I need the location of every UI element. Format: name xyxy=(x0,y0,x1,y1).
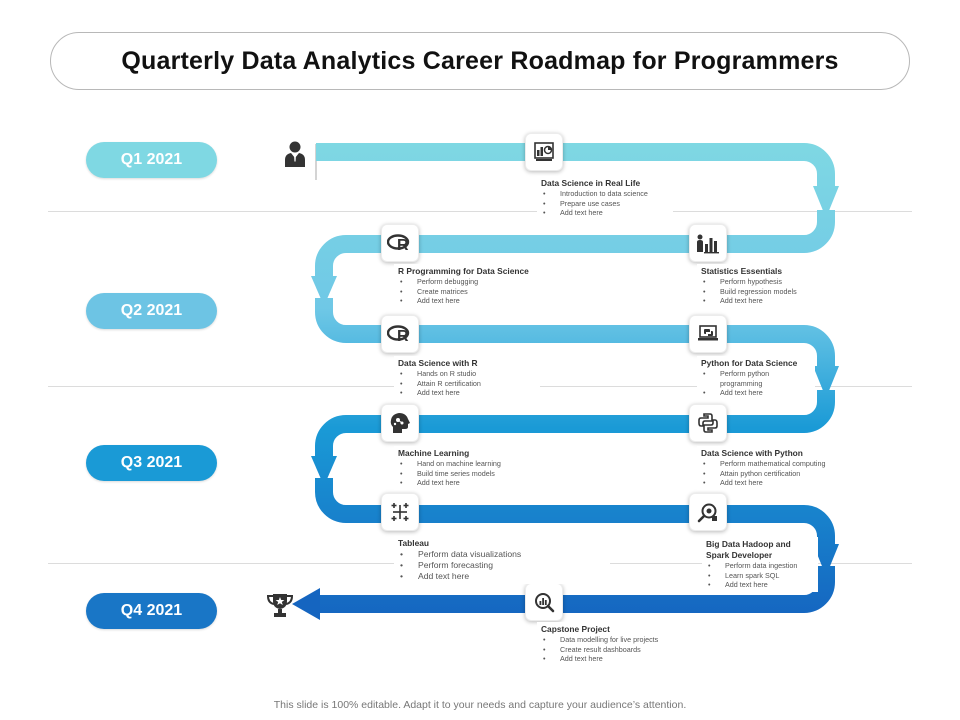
step-tableau: Tableau • Perform data visualizations • Perform forecasting • Add text here xyxy=(394,536,610,584)
footer-note: This slide is 100% editable. Adapt it to your needs and capture your audience’s attention. xyxy=(273,699,687,711)
step-data-science-with-r: Data Science with R • Hands on R studio • Attain R certification • Add text here xyxy=(394,356,540,400)
quarter-q3: Q3 2021 xyxy=(86,445,217,481)
step-r-programming: R Programming for Data Science • Perform debugging • Create matrices • Add text here xyxy=(394,264,560,308)
person-icon xyxy=(283,140,307,168)
svg-text:R: R xyxy=(397,237,409,253)
r-logo-icon xyxy=(381,224,419,262)
quarter-q1: Q1 2021 xyxy=(86,142,217,178)
step-data-science-with-python: Data Science with Python • Perform mathematical computing • Attain python certification • Add text here xyxy=(697,446,848,490)
big-data-gear-icon xyxy=(689,493,727,531)
statistics-chart-icon xyxy=(689,224,727,262)
python-laptop-icon xyxy=(689,315,727,353)
step-capstone-project: Capstone Project • Data modelling for live projects • Create result dashboards • Add text here xyxy=(537,622,693,666)
trophy-icon xyxy=(266,592,294,618)
data-science-board-icon xyxy=(525,133,563,171)
svg-text:R: R xyxy=(397,328,409,344)
step-big-data-hadoop-spark: Big Data Hadoop and Spark Developer • Perform data ingestion • Learn spark SQL • Add text here xyxy=(702,537,818,592)
quarter-q4: Q4 2021 xyxy=(86,593,217,629)
step-python-for-data-science: Python for Data Science • Perform python programming • Add text here xyxy=(697,356,815,400)
tableau-logo-icon xyxy=(381,493,419,531)
python-logo-icon xyxy=(689,404,727,442)
page-title: Quarterly Data Analytics Career Roadmap for Programmers xyxy=(121,46,839,75)
step-data-science-real-life: Data Science in Real Life • Introduction to data science • Prepare use cases • Add text here xyxy=(537,176,673,220)
ai-head-icon xyxy=(381,404,419,442)
step-machine-learning: Machine Learning • Hand on machine learning • Build time series models • Add text here xyxy=(394,446,530,490)
magnifier-chart-icon xyxy=(525,583,563,621)
r-logo-icon xyxy=(381,315,419,353)
quarter-q2: Q2 2021 xyxy=(86,293,217,329)
step-statistics-essentials: Statistics Essentials • Perform hypothesis • Build regression models • Add text here xyxy=(697,264,831,308)
